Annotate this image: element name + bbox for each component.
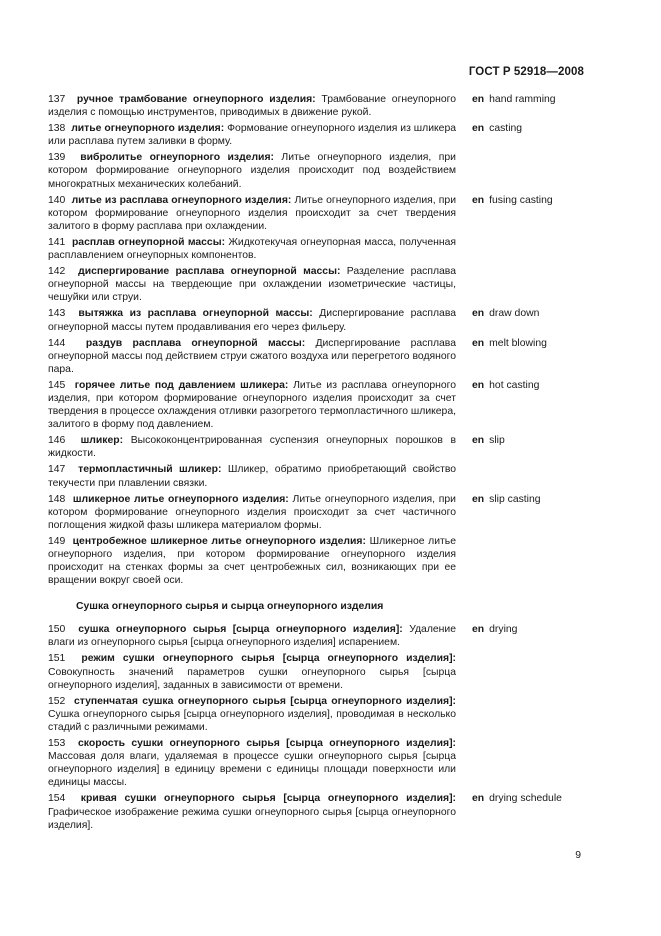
equivalent-term: casting: [489, 123, 523, 135]
equivalent-term: fusing casting: [489, 194, 553, 206]
entry-term: режим сушки огнеупорного сырья [сырца огнеупорного изделия]:: [81, 653, 456, 665]
equivalent-term: draw down: [489, 308, 540, 320]
glossary-entry: [48, 307, 588, 333]
language-code: en: [472, 308, 485, 320]
english-equivalent: [472, 535, 477, 587]
equivalent-term: drying: [489, 624, 518, 636]
entry-number: 142: [48, 266, 66, 278]
equivalent-term: drying schedule: [489, 793, 562, 805]
english-equivalent: [472, 434, 505, 460]
entry-definition: [48, 493, 456, 532]
english-equivalent: [472, 792, 562, 831]
glossary-entry: [48, 695, 588, 734]
glossary-entry: [48, 463, 588, 489]
language-code: en: [472, 493, 485, 505]
entry-term: ступенчатая сушка огнеупорного сырья [сырца огнеупорного изделия]:: [73, 695, 456, 707]
glossary-entry: [48, 652, 588, 691]
entry-text: Шликер, обратимо приобретающий свойство текучести при плавлении связки.: [48, 464, 457, 489]
entry-text: Диспергирование расплава огнеупорной массы путем продавливания его через фильеру.: [48, 308, 456, 333]
entry-term: шликер:: [80, 435, 124, 447]
entry-text: Шликерное литье огнеупорного изделия, при котором формирование огнеупорного изделия происходит на стенках формы за счет центробежных сил, возникающих при ее вращении вокруг своей оси.: [48, 535, 456, 587]
glossary-entry: [48, 337, 588, 376]
entry-term: литье из расплава огнеупорного изделия:: [71, 194, 292, 206]
entry-number: 138: [48, 123, 66, 135]
entry-definition: [48, 737, 456, 789]
entry-text: Трамбование огнеупорного изделия с помощью инструментов, приводимых в движение рукой.: [48, 94, 456, 119]
entry-number: 144: [48, 337, 66, 349]
entry-term: раздув расплава огнеупорной массы:: [85, 337, 306, 349]
entry-number: 151: [48, 653, 66, 665]
glossary-entries: [48, 93, 588, 835]
english-equivalent: [472, 307, 539, 333]
language-code: en: [472, 435, 485, 447]
language-code: en: [472, 123, 485, 135]
entry-number: 145: [48, 379, 66, 391]
entry-number: 143: [48, 308, 66, 320]
glossary-entry: [48, 265, 588, 304]
entry-term: горячее литье под давлением шликера:: [74, 379, 289, 391]
glossary-entry: [48, 93, 588, 119]
standard-code: ГОСТ Р 52918—2008: [468, 66, 584, 78]
entry-number: 153: [48, 738, 66, 750]
entry-number: 149: [48, 535, 66, 547]
entry-text: Совокупность значений параметров сушки огнеупорного сырья [сырца огнеупорного изделия], заданных в зависимости от времени.: [48, 666, 456, 691]
entry-text: Литье огнеупорного изделия, при котором формирование огнеупорного изделия происходит за счет частичного поглощения жидкой фазы шликера материалом формы.: [48, 493, 456, 531]
entry-number: 146: [48, 435, 66, 447]
entry-number: 150: [48, 624, 66, 636]
entry-definition: [48, 265, 456, 304]
equivalent-term: slip casting: [489, 493, 541, 505]
language-code: en: [472, 94, 485, 105]
entry-number: 137: [48, 94, 66, 105]
equivalent-term: hot casting: [489, 379, 540, 391]
language-code: en: [472, 793, 485, 805]
entry-number: 139: [48, 152, 66, 164]
entry-number: 147: [48, 464, 66, 476]
english-equivalent: [472, 93, 556, 119]
entry-term: кривая сушки огнеупорного сырья [сырца огнеупорного изделия]:: [80, 793, 456, 805]
entry-text: Жидкотекучая огнеупорная масса, полученная расплавлением огнеупорных компонентов.: [48, 236, 456, 262]
glossary-entry: [48, 194, 588, 233]
entry-number: 154: [48, 793, 66, 805]
entry-definition: [48, 695, 456, 734]
entry-definition: [48, 122, 456, 148]
entry-definition: [48, 652, 456, 691]
entry-text: Литье из расплава огнеупорного изделия, при котором формирование огнеупорного изделия происходит за счет твердения в процессе охлаждения отливки разогретого термопластичного шликера, залитого в форму под давлением.: [48, 379, 457, 431]
english-equivalent: [472, 337, 547, 376]
glossary-entry: [48, 792, 588, 831]
entry-definition: [48, 307, 456, 333]
entry-definition: [48, 93, 456, 119]
entry-number: 141: [48, 236, 66, 248]
english-equivalent: [472, 122, 522, 148]
english-equivalent: [472, 737, 477, 789]
entry-text: Литье огнеупорного изделия, при котором формирование огнеупорного изделия происходит за счет твердения залитого в форму расплава при охлаждении.: [48, 194, 457, 232]
language-code: en: [472, 337, 485, 349]
entry-number: 148: [48, 493, 66, 505]
entry-definition: [48, 623, 456, 649]
glossary-entry: [48, 236, 588, 262]
entry-term: диспергирование расплава огнеупорной массы:: [78, 266, 341, 278]
glossary-entry: [48, 434, 588, 460]
entry-term: шликерное литье огнеупорного изделия:: [72, 493, 289, 505]
glossary-entry: [48, 122, 588, 148]
entry-number: 152: [48, 695, 66, 707]
entry-definition: [48, 792, 456, 831]
english-equivalent: [472, 265, 477, 304]
entry-definition: [48, 535, 456, 587]
glossary-entry: [48, 535, 588, 587]
entry-text: Диспергирование расплава огнеупорной массы под действием струи сжатого воздуха или перегретого водяного пара.: [48, 337, 456, 375]
entry-definition: [48, 463, 456, 489]
entry-term: скорость сушки огнеупорного сырья [сырца огнеупорного изделия]:: [78, 738, 456, 750]
entry-definition: [48, 337, 456, 376]
entries-group-forming: [48, 93, 588, 587]
english-equivalent: [472, 493, 541, 532]
entry-definition: [48, 434, 456, 460]
entry-definition: [48, 379, 456, 431]
entry-term: термопластичный шликер:: [78, 464, 222, 476]
entry-text: Сушка огнеупорного сырья [сырца огнеупорного изделия], проводимая в несколько стадий с различными режимами.: [48, 708, 456, 733]
entry-text: Разделение расплава огнеупорной массы на твердеющие при охлаждении изометрические частицы, чешуйки или струи.: [48, 266, 456, 304]
entry-text: Формование огнеупорного изделия из шликера или расплава путем заливки в форму.: [48, 123, 456, 148]
entry-term: вытяжка из расплава огнеупорной массы:: [78, 308, 313, 320]
entry-term: центробежное шликерное литье огнеупорного изделия:: [72, 535, 366, 547]
section-title: Сушка огнеупорного сырья и сырца огнеупорного изделия: [76, 601, 384, 613]
entries-group-drying: [48, 623, 588, 831]
entry-number: 140: [48, 194, 66, 206]
entry-term: сушка огнеупорного сырья [сырца огнеупорного изделия]:: [78, 624, 403, 636]
english-equivalent: [472, 463, 477, 489]
entry-text: Удаление влаги из огнеупорного сырья [сырца огнеупорного изделия] испарением.: [48, 624, 456, 649]
english-equivalent: [472, 652, 477, 691]
equivalent-term: melt blowing: [489, 337, 547, 349]
entry-text: Литье огнеупорного изделия, при котором формирование огнеупорного изделия происходит под воздействием многократных механических колебаний.: [48, 152, 456, 190]
language-code: en: [472, 379, 485, 391]
english-equivalent: [472, 236, 477, 262]
glossary-entry: [48, 151, 588, 190]
equivalent-term: hand ramming: [489, 94, 556, 105]
entry-term: расплав огнеупорной массы:: [71, 236, 226, 248]
entry-text: Высококонцентрированная суспензия огнеупорных порошков в жидкости.: [48, 435, 456, 460]
entry-term: вибролитье огнеупорного изделия:: [80, 152, 274, 164]
entry-definition: [48, 151, 456, 190]
english-equivalent: [472, 194, 553, 233]
page-number: 9: [575, 850, 581, 861]
entry-term: литье огнеупорного изделия:: [71, 123, 225, 135]
english-equivalent: [472, 379, 539, 431]
glossary-entry: [48, 623, 588, 649]
entry-definition: [48, 236, 456, 262]
glossary-entry: [48, 379, 588, 431]
entry-definition: [48, 194, 456, 233]
equivalent-term: slip: [489, 435, 505, 447]
glossary-entry: [48, 493, 588, 532]
language-code: en: [472, 194, 485, 206]
entry-text: Массовая доля влаги, удаляемая в процессе сушки огнеупорного сырья [сырца огнеупорного изделия] в единицу времени с единицы площади поверхности или единицы массы.: [48, 751, 456, 789]
language-code: en: [472, 624, 485, 636]
english-equivalent: [472, 623, 517, 649]
entry-term: ручное трамбование огнеупорного изделия:: [76, 94, 316, 105]
glossary-entry: [48, 737, 588, 789]
entry-text: Графическое изображение режима сушки огнеупорного сырья [сырца огнеупорного изделия].: [48, 806, 456, 831]
english-equivalent: [472, 151, 477, 190]
english-equivalent: [472, 695, 477, 734]
